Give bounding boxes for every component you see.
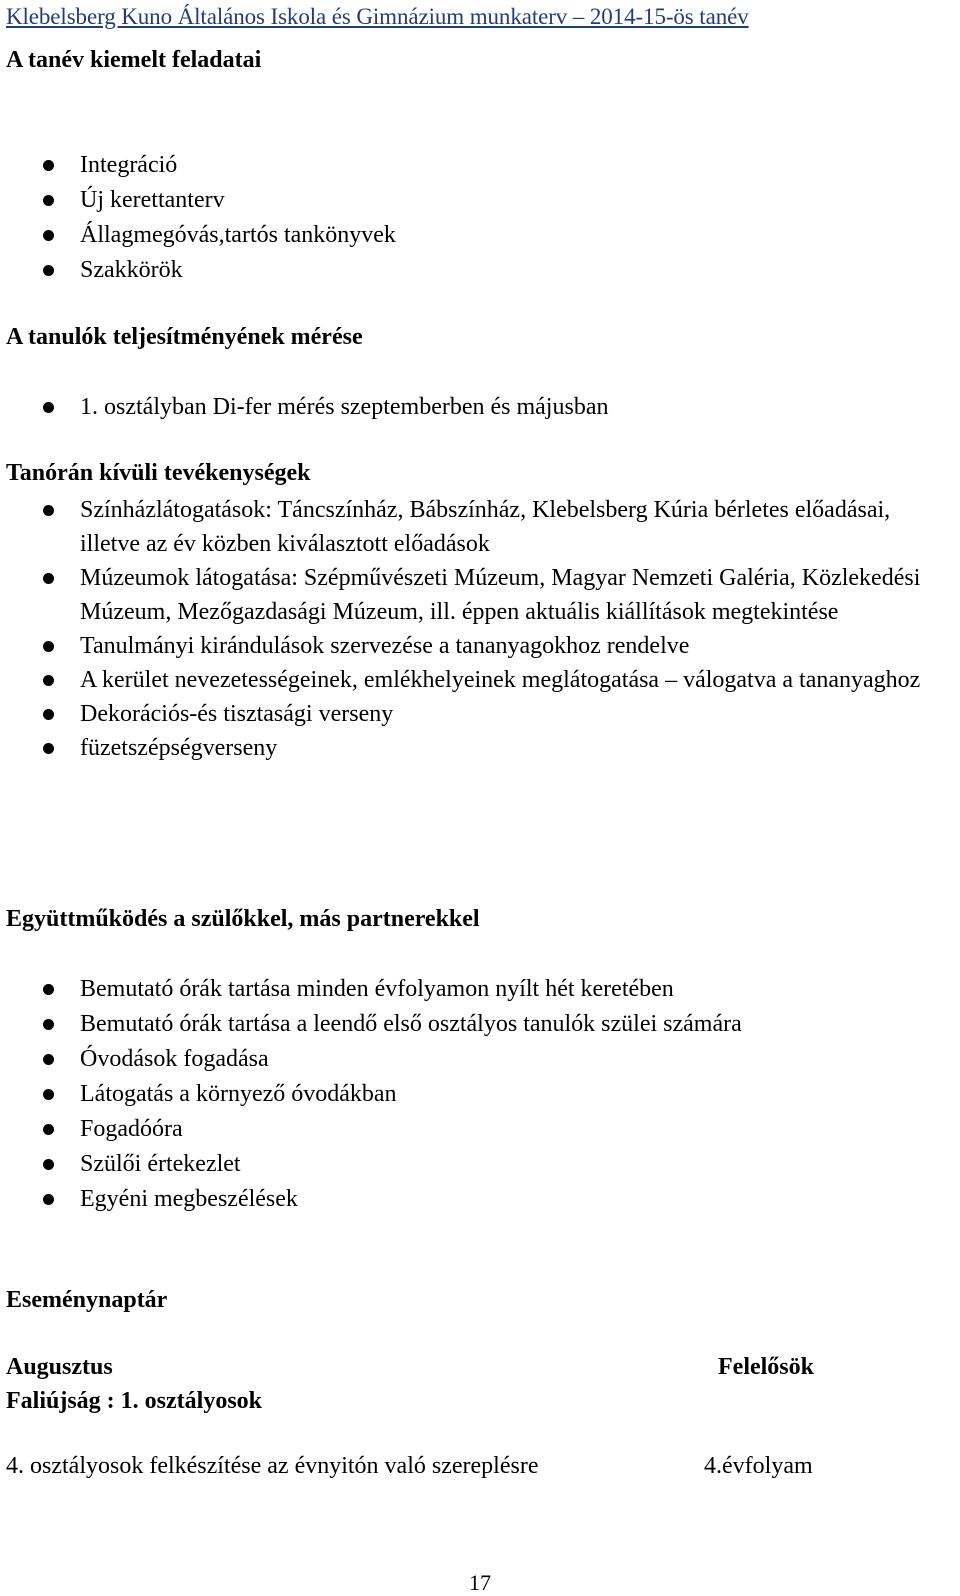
bullet-icon — [43, 675, 54, 686]
list-item: Bemutató órák tartása a leendő első osztályos tanulók szülei számára — [0, 1007, 960, 1042]
calendar-event-1: Faliújság : 1. osztályosok — [6, 1388, 263, 1414]
list-item: Bemutató órák tartása minden évfolyamon nyílt hét keretében — [0, 972, 960, 1007]
list-measurement — [0, 390, 960, 425]
list-item: Új kerettanterv — [0, 183, 960, 218]
bullet-icon — [43, 195, 54, 206]
list-partners — [0, 972, 960, 1217]
bullet-icon — [43, 573, 54, 584]
list-key-tasks — [0, 148, 960, 288]
calendar-month: Augusztus — [6, 1354, 113, 1380]
bullet-icon — [43, 1054, 54, 1065]
list-item: A kerület nevezetességeinek, emlékhelyeinek meglátogatása – válogatva a tananyaghoz — [0, 663, 960, 697]
page-number: 17 — [469, 1570, 491, 1595]
list-item: Fogadóóra — [0, 1112, 960, 1147]
section-heading-measurement: A tanulók teljesítményének mérése — [6, 324, 363, 350]
list-item: Integráció — [0, 148, 960, 183]
calendar-event-2-responsible: 4.évfolyam — [704, 1453, 813, 1479]
list-item: füzetszépségverseny — [0, 731, 960, 765]
list-item: Tanulmányi kirándulások szervezése a tananyagokhoz rendelve — [0, 629, 960, 663]
section-heading-extracurricular: Tanórán kívüli tevékenységek — [6, 460, 311, 486]
bullet-icon — [43, 641, 54, 652]
section-heading-key-tasks: A tanév kiemelt feladatai — [6, 47, 262, 73]
calendar-title: Eseménynaptár — [6, 1287, 168, 1313]
list-item: Egyéni megbeszélések — [0, 1182, 960, 1217]
bullet-icon — [43, 402, 54, 413]
bullet-icon — [43, 505, 54, 516]
list-item: Múzeumok látogatása: Szépművészeti Múzeum, Magyar Nemzeti Galéria, Közlekedési Múzeum, Mezőgazdasági Múzeum, ill. éppen aktuális kiállítások megtekintése — [0, 561, 960, 629]
calendar-responsible-header: Felelősök — [718, 1354, 814, 1380]
bullet-icon — [43, 230, 54, 241]
bullet-icon — [43, 1194, 54, 1205]
list-item: Dekorációs-és tisztasági verseny — [0, 697, 960, 731]
list-item: 1. osztályban Di-fer mérés szeptemberben és májusban — [0, 390, 960, 425]
bullet-icon — [43, 1089, 54, 1100]
bullet-icon — [43, 265, 54, 276]
list-item: Színházlátogatások: Táncszínház, Bábszínház, Klebelsberg Kúria bérletes előadásai, illetve az év közben kiválasztott előadások — [0, 493, 960, 561]
bullet-icon — [43, 984, 54, 995]
list-item: Óvodások fogadása — [0, 1042, 960, 1077]
running-header: Klebelsberg Kuno Általános Iskola és Gimnázium munkaterv – 2014-15-ös tanév — [6, 4, 749, 29]
bullet-icon — [43, 1124, 54, 1135]
list-extracurricular — [0, 493, 960, 765]
bullet-icon — [43, 743, 54, 754]
list-item: Szülői értekezlet — [0, 1147, 960, 1182]
section-heading-partners: Együttműködés a szülőkkel, más partnerekkel — [6, 906, 480, 932]
bullet-icon — [43, 709, 54, 720]
bullet-icon — [43, 1019, 54, 1030]
calendar-event-2: 4. osztályosok felkészítése az évnyitón való szereplésre — [6, 1453, 539, 1479]
bullet-icon — [43, 1159, 54, 1170]
list-item: Állagmegóvás,tartós tankönyvek — [0, 218, 960, 253]
list-item: Látogatás a környező óvodákban — [0, 1077, 960, 1112]
bullet-icon — [43, 160, 54, 171]
list-item: Szakkörök — [0, 253, 960, 288]
